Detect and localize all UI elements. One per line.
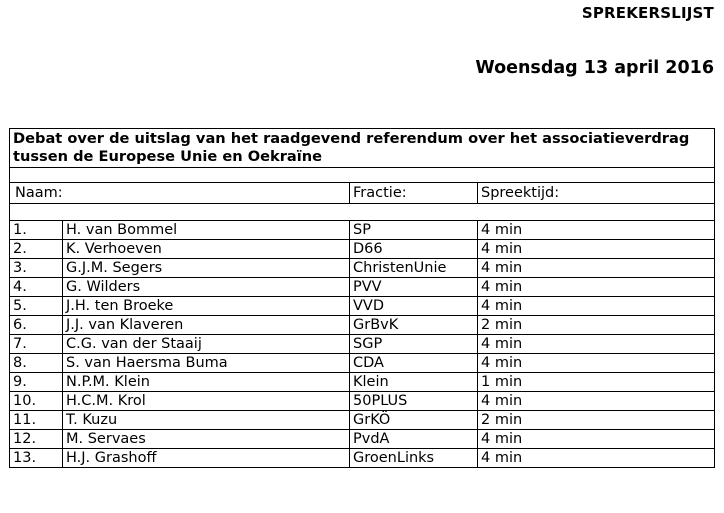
speaker-name: N.P.M. Klein xyxy=(63,373,350,392)
speaker-number: 5. xyxy=(10,297,63,316)
faction-header: Fractie: xyxy=(350,183,478,204)
spacer-row xyxy=(10,204,715,221)
time-header: Spreektijd: xyxy=(478,183,715,204)
table-row xyxy=(10,449,715,468)
speaker-name: J.H. ten Broeke xyxy=(63,297,350,316)
speaker-name: H. van Bommel xyxy=(63,221,350,240)
speaker-faction: GrKÖ xyxy=(350,411,478,430)
speaker-number: 12. xyxy=(10,430,63,449)
name-header: Naam: xyxy=(10,183,350,204)
speaker-name: H.J. Grashoff xyxy=(63,449,350,468)
speaker-number: 1. xyxy=(10,221,63,240)
speaker-faction: 50PLUS xyxy=(350,392,478,411)
debate-date: Woensdag 13 april 2016 xyxy=(475,58,714,78)
speaker-time: 1 min xyxy=(478,373,715,392)
page-title: SPREKERSLIJST xyxy=(581,4,714,22)
speaker-name: M. Servaes xyxy=(63,430,350,449)
speaker-number: 6. xyxy=(10,316,63,335)
speaker-faction: PvdA xyxy=(350,430,478,449)
speaker-number: 3. xyxy=(10,259,63,278)
speaker-faction: PVV xyxy=(350,278,478,297)
table-row xyxy=(10,411,715,430)
speaker-faction: SP xyxy=(350,221,478,240)
table-row xyxy=(10,278,715,297)
speaker-number: 13. xyxy=(10,449,63,468)
speaker-faction: VVD xyxy=(350,297,478,316)
speaker-number: 10. xyxy=(10,392,63,411)
speaker-name: G. Wilders xyxy=(63,278,350,297)
speaker-name: H.C.M. Krol xyxy=(63,392,350,411)
speaker-time: 4 min xyxy=(478,449,715,468)
speaker-time: 4 min xyxy=(478,259,715,278)
table-row xyxy=(10,221,715,240)
speaker-time: 2 min xyxy=(478,411,715,430)
speaker-name: C.G. van der Staaij xyxy=(63,335,350,354)
speaker-number: 9. xyxy=(10,373,63,392)
speaker-time: 4 min xyxy=(478,297,715,316)
header-row xyxy=(10,183,715,204)
speaker-name: K. Verhoeven xyxy=(63,240,350,259)
speaker-name: G.J.M. Segers xyxy=(63,259,350,278)
speaker-faction: CDA xyxy=(350,354,478,373)
speaker-name: J.J. van Klaveren xyxy=(63,316,350,335)
speaker-number: 4. xyxy=(10,278,63,297)
speaker-faction: D66 xyxy=(350,240,478,259)
speaker-faction: ChristenUnie xyxy=(350,259,478,278)
table-row xyxy=(10,240,715,259)
speaker-time: 4 min xyxy=(478,278,715,297)
speaker-time: 4 min xyxy=(478,430,715,449)
table-row xyxy=(10,297,715,316)
speaker-name: T. Kuzu xyxy=(63,411,350,430)
table-row xyxy=(10,430,715,449)
speaker-time: 2 min xyxy=(478,316,715,335)
spacer-row xyxy=(10,168,715,183)
speaker-faction: GroenLinks xyxy=(350,449,478,468)
table-row xyxy=(10,259,715,278)
speaker-time: 4 min xyxy=(478,335,715,354)
speaker-time: 4 min xyxy=(478,221,715,240)
table-row xyxy=(10,354,715,373)
speaker-time: 4 min xyxy=(478,354,715,373)
speaker-number: 7. xyxy=(10,335,63,354)
table-row xyxy=(10,373,715,392)
debate-title: Debat over de uitslag van het raadgevend referendum over het associatieverdrag tussen de Europese Unie en Oekraïne xyxy=(10,129,715,168)
speaker-number: 2. xyxy=(10,240,63,259)
debate-title-row xyxy=(10,129,715,168)
table-row xyxy=(10,316,715,335)
table-row xyxy=(10,392,715,411)
speaker-name: S. van Haersma Buma xyxy=(63,354,350,373)
speaker-faction: Klein xyxy=(350,373,478,392)
speakers-table xyxy=(9,128,715,468)
speaker-time: 4 min xyxy=(478,240,715,259)
speaker-faction: GrBvK xyxy=(350,316,478,335)
speaker-faction: SGP xyxy=(350,335,478,354)
table-row xyxy=(10,335,715,354)
speaker-number: 8. xyxy=(10,354,63,373)
speaker-time: 4 min xyxy=(478,392,715,411)
speaker-number: 11. xyxy=(10,411,63,430)
